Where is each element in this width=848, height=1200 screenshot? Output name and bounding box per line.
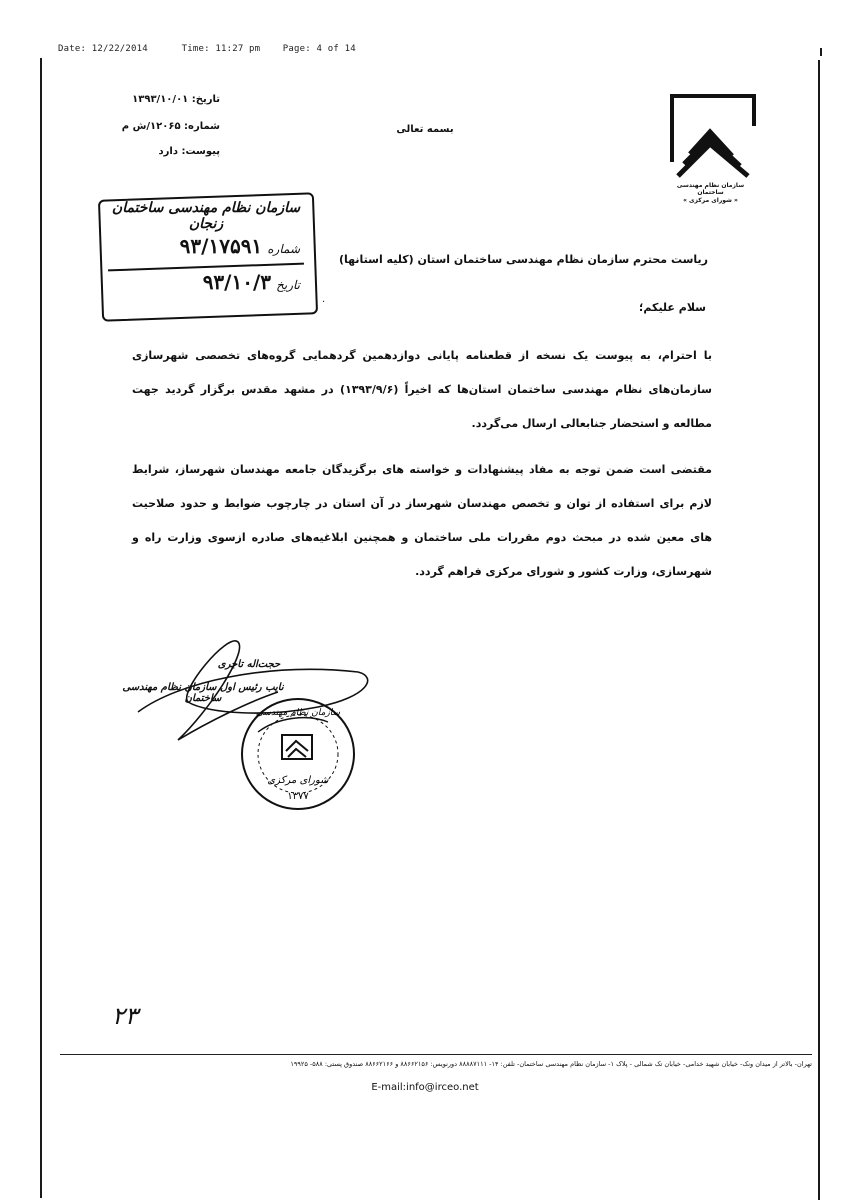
- org-logo-icon: [668, 92, 758, 180]
- greeting: سلام علیکم؛: [639, 301, 706, 314]
- scan-edge-right: [818, 60, 820, 1200]
- signatory-name: حجت‌اله تاجری: [217, 659, 281, 670]
- footer-email: E-mail:info@irceo.net: [371, 1082, 479, 1093]
- official-seal: [238, 695, 358, 817]
- letter-number-value: ۱۲۰۶۵/ش م: [121, 121, 181, 132]
- handwritten-page-number: ۲۳: [112, 1002, 138, 1030]
- received-stamp-date-row: [120, 270, 300, 294]
- scan-edge-left: [40, 58, 42, 1198]
- received-stamp-date-label: تاریخ: [276, 278, 300, 292]
- fax-header: [58, 44, 356, 54]
- body-paragraph-2: مقتضی است ضمن توجه به مفاد پیشنهادات و خواسته های برگزیدگان جامعه مهندسان شهرساز، شرایط لازم برای استفاده از توان و تخصص مهندسان شهرساز در آن استان در چارچوب ضوابط و حدود صلاحیت های معین شده در مبحث دوم مقررات ملی ساختمان و همچنین ابلاغیه‌های صادره ازسوی وزارت راه و شهرسازی، وزارت کشور و شورای مرکزی فراهم گردد.: [132, 463, 712, 578]
- svg-text:۱۳۷۷: ۱۳۷۷: [287, 791, 309, 802]
- logo-org-caption: سازمان نظام مهندسی ساختمان: [676, 182, 745, 196]
- received-stamp-number-value: ۹۳/۱۷۵۹۱: [179, 234, 263, 258]
- fax-page: 4 of 14: [316, 44, 356, 54]
- recipient-line: ریاست محترم سازمان نظام مهندسی ساختمان استان (کلیه استانها): [338, 253, 708, 266]
- footer-address: تهران- بالاتر از میدان ونک- خیابان شهید خدامی- خیابان تک شمالی - پلاک ۱- سازمان نظام مهندسی ساختمان- تلفن: ۱۴- ۸۸۸۸۷۱۱۱ دورنویس: ۸۸۶۶۲۱۵۶ و ۸۸۶۶۲۱۶۶ صندوق پستی: ۵۸۸- ۱۹۹۲۵: [290, 1060, 812, 1068]
- letter-date-value: ۱۳۹۳/۱۰/۰۱: [132, 94, 189, 105]
- received-stamp-date-value: ۹۳/۱۰/۳: [202, 270, 272, 294]
- letter-date: [100, 94, 220, 105]
- bismillah-heading: بسمه تعالی: [396, 124, 454, 135]
- fax-time: 11:27 pm: [215, 44, 261, 54]
- svg-text:شورای مرکزی: شورای مرکزی: [267, 775, 329, 786]
- official-seal-icon: [238, 695, 358, 813]
- svg-text:سازمان نظام مهندسی: سازمان نظام مهندسی: [255, 708, 341, 718]
- received-stamp-number-label: شماره: [267, 242, 300, 256]
- fax-date-label: Date:: [58, 44, 87, 54]
- scan-dot: .: [322, 294, 326, 305]
- letter-date-label: تاریخ:: [191, 94, 220, 105]
- received-stamp-number-row: [120, 234, 300, 258]
- fax-time-label: Time:: [181, 44, 210, 54]
- scan-edge-right-top: [820, 48, 822, 56]
- received-stamp-org: سازمان نظام مهندسی ساختمان زنجان: [111, 200, 301, 232]
- letter-number: [100, 121, 220, 132]
- fax-date: 12/22/2014: [91, 44, 148, 54]
- letter-number-label: شماره:: [184, 121, 220, 132]
- body-paragraph-1: با احترام، به پیوست یک نسخه از قطعنامه پایانی دوازدهمین گردهمایی گروه‌های تخصصی شهرسازی سازمان‌های نظام مهندسی ساختمان استان‌ها که اخیراً (۱۳۹۳/۹/۶) در مشهد مقدس برگزار گردید جهت مطالعه و استحضار جنابعالی ارسال می‌گردد.: [132, 349, 713, 430]
- fax-page-label: Page:: [282, 44, 311, 54]
- org-logo: [668, 92, 758, 184]
- letter-attachment: پیوست: دارد: [158, 146, 220, 157]
- logo-council-caption: « شورای مرکزی »: [683, 197, 738, 204]
- footer-divider: [60, 1054, 812, 1055]
- signatory-title: نایب رئیس اول سازمان نظام مهندسی ساختمان: [122, 682, 284, 704]
